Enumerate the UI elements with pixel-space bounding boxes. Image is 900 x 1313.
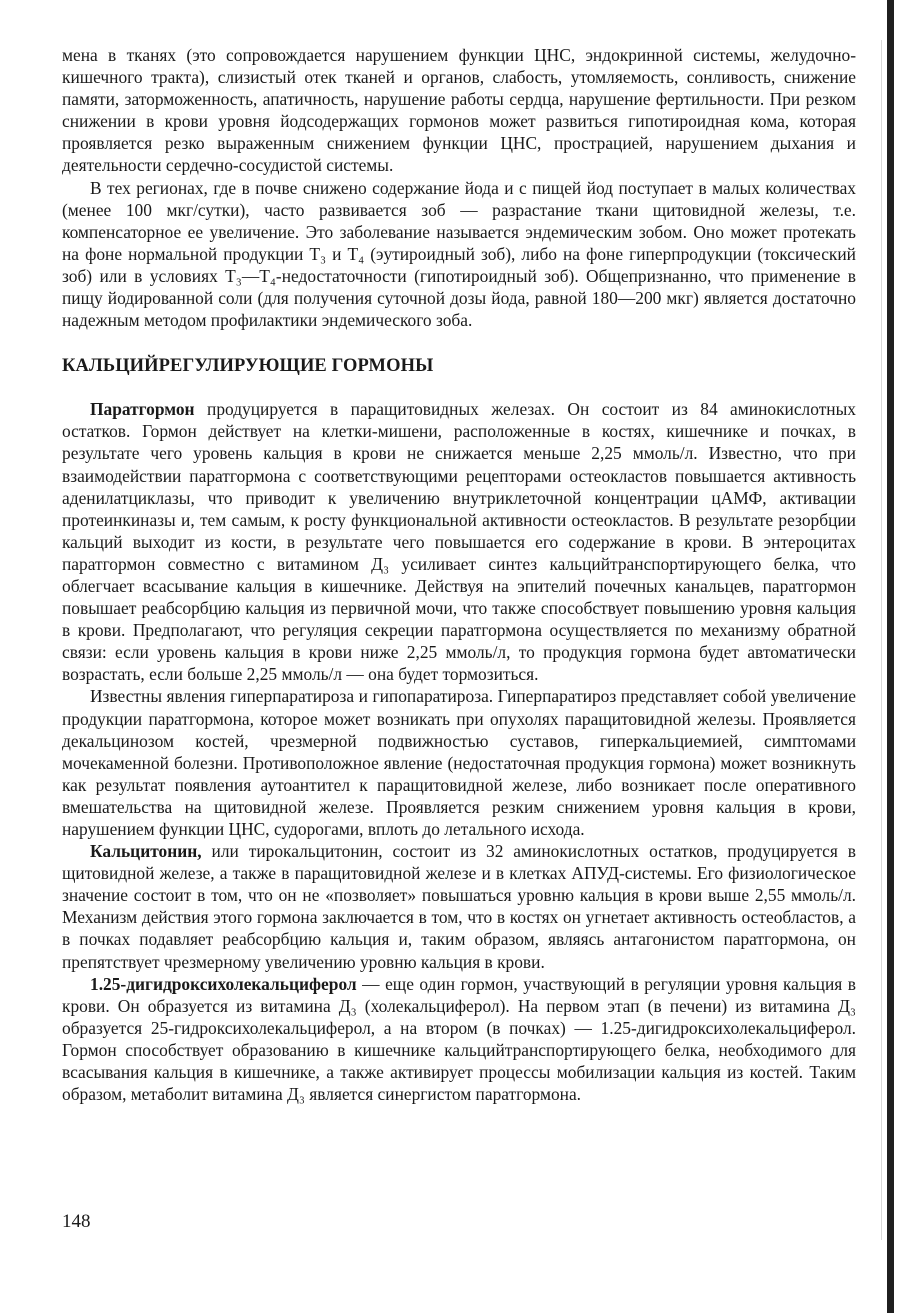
scan-shadow-line [881, 40, 882, 1240]
paragraph-calcitonin [62, 840, 856, 973]
page-body [62, 44, 856, 1105]
page-number: 148 [62, 1211, 91, 1232]
paragraph-calcitonin-text: или тирокальцитонин, состоит из 32 аминокислотных остатков, продуцируется в щитовидной железе, а также в паращитовидной железе и в клетках АПУД-системы. Его физиологическое значение состоит в том, что он не «позволяет» повышаться уровню кальция в крови выше 2,55 ммоль/л. Механизм действия этого гормона заключается в том, что в костях он угнетает активность остеобластов, а в почках подавляет реабсорбцию кальция и, таким образом, являясь антагонистом паратгормона, он препятствует чрезмерному увеличению уровню кальция в крови. [62, 841, 856, 972]
paragraph-calcitriol [62, 973, 856, 1106]
paragraph-parathormone [62, 398, 856, 685]
paragraph-calcitriol-text: — еще один гормон, участвующий в регуляции уровня кальция в крови. Он образуется из витамина Д₃ (холекальциферол). На первом этап (в печени) из витамина Д₃ образуется 25-гидроксихолекальциферол, а на втором (в почках) — 1.25-дигидроксихолекальциферол. Гормон способствует образованию в кишечнике кальцийтранспортирующего белка, необходимого для всасывания кальция в кишечнике, а также активирует процессы мобилизации кальция из костей. Таким образом, метаболит витамина Д₃ является синергистом паратгормона. [62, 973, 856, 1105]
term-calcitonin: Кальцитонин, [90, 841, 202, 862]
paragraph-endemic-goiter: В тех регионах, где в почве снижено содержание йода и с пищей йод поступает в малых количествах (менее 100 мкг/сутки), часто развивается зоб — разрастание ткани щитовидной железы, т.е. компенсаторное ее увеличение. Это заболевание называется эндемическим зобом. Оно может протекать на фоне нормальной продукции Т₃ и Т₄ (эутироидный зоб), либо на фоне гиперпродукции (токсический зоб) или в условиях Т₃—Т₄-недостаточности (гипотироидный зоб). Общепризнанно, что применение в пищу йодированной соли (для получения суточной дозы йода, равной 180—200 мкг) является достаточно надежным методом профилактики эндемического зоба. [62, 177, 856, 331]
term-calcitriol: 1.25-дигидроксихолекальциферол [90, 973, 357, 994]
scan-edge-border [887, 0, 894, 1313]
section-heading: КАЛЬЦИЙРЕГУЛИРУЮЩИЕ ГОРМОНЫ [62, 356, 434, 377]
paragraph-parathormone-text: продуцируется в паращитовидных железах. Он состоит из 84 аминокислотных остатков. Гормон действует на клетки-мишени, расположенные в костях, кишечнике и почках, в результате чего уровень кальция в крови не снижается меньше 2,25 ммоль/л. Известно, что при взаимодействии паратгормона с соответствующими рецепторами остеокластов повышается активность аденилатциклазы, что приводит к увеличению внутриклеточной концентрации цАМФ, активации протеинкиназы и, тем самым, к росту функциональной активности остеокластов. В результате резорбции кальций выходит из кости, в результате чего повышается его содержание в крови. В энтероцитах паратгормон совместно с витамином Д₃ усиливает синтез кальцийтранспортирующего белка, что облегчает всасывание кальция в кишечнике. Действуя на эпителий почечных канальцев, паратгормон повышает реабсорбцию кальция из первичной мочи, что также способствует повышению уровня кальция в крови. Предполагают, что регуляция секреции паратгормона осуществляется по механизму обратной связи: если уровень кальция в крови ниже 2,25 ммоль/л, то продукция гормона будет автоматически возрастать, если больше 2,25 ммоль/л — она будет тормозиться. [62, 399, 856, 685]
term-parathormone: Паратгормон [90, 399, 195, 420]
paragraph-hypothyroidism: мена в тканях (это сопровождается нарушением функции ЦНС, эндокринной системы, желудочно-кишечного тракта), слизистый отек тканей и органов, слабость, утомляемость, сонливость, снижение памяти, заторможенность, апатичность, нарушение работы сердца, нарушение фертильности. При резком снижении в крови уровня йодсодержащих гормонов может развиться гипотироидная кома, которая проявляется резко выраженным снижением функции ЦНС, прострацией, нарушением дыхания и деятельности сердечно-сосудистой системы. [62, 45, 856, 176]
paragraph-hyperparathyroidism: Известны явления гиперпаратироза и гипопаратироза. Гиперпаратироз представляет собой увеличение продукции паратгормона, которое может возникать при опухолях паращитовидной железы. Проявляется декальцинозом костей, чрезмерной подвижностью суставов, гиперкальциемией, симптомами мочекаменной болезни. Противоположное явление (недостаточная продукция гормона) может возникнуть как результат появления аутоантител к паращитовидной железе, либо возникает после оперативного вмешательства на щитовидной железе. Проявляется резким снижением уровня кальция в крови, нарушением функции ЦНС, судорогами, вплоть до летального исхода. [62, 686, 856, 839]
